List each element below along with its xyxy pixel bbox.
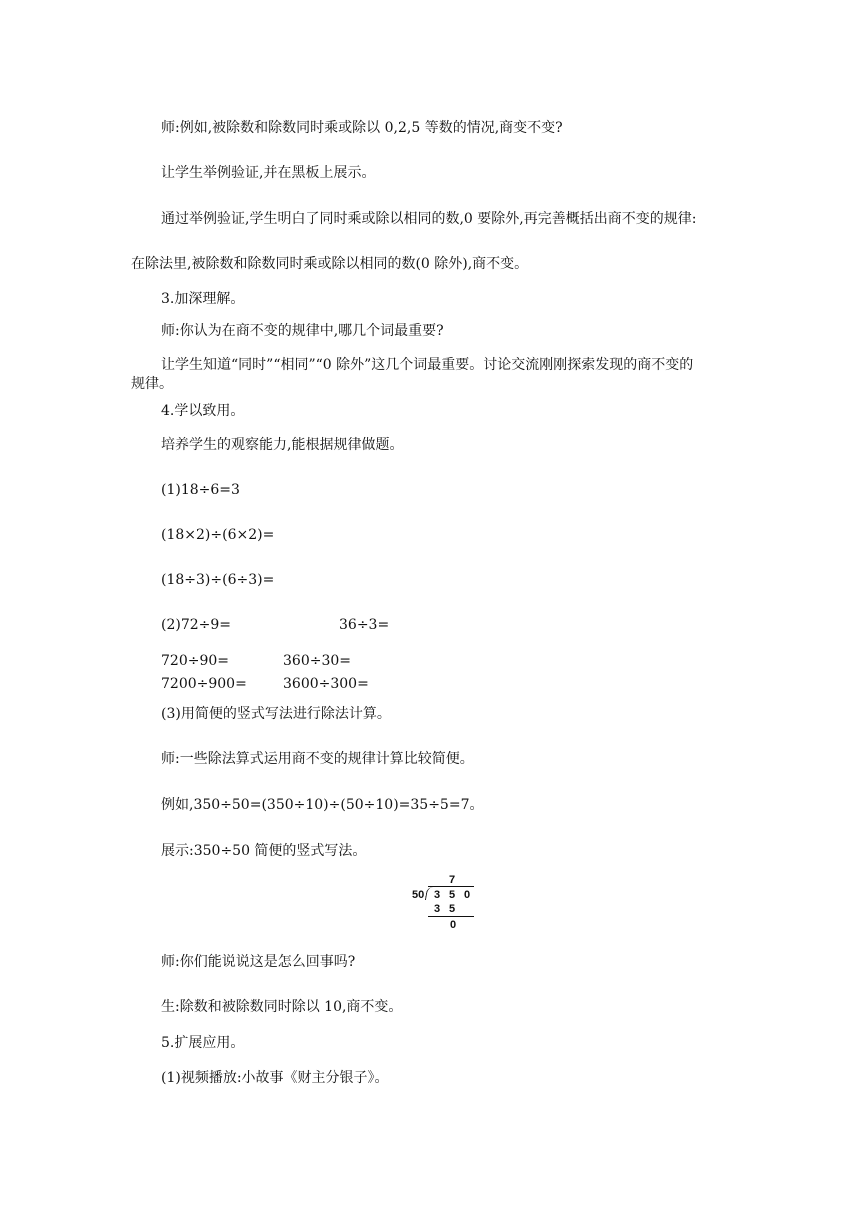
paragraph: 例如,350÷50=(350÷10)÷(50÷10)=35÷5=7。 <box>161 797 484 813</box>
exercise-line: (2)72÷9= <box>161 617 232 633</box>
paragraph: 师:例如,被除数和除数同时乘或除以 0,2,5 等数的情况,商变不变? <box>161 120 563 136</box>
paragraph: 培养学生的观察能力,能根据规律做题。 <box>161 437 404 453</box>
exercise-line: 360÷30= <box>283 653 351 669</box>
section-heading: 4.学以致用。 <box>161 403 245 419</box>
paragraph: 让学生举例验证,并在黑板上展示。 <box>161 165 376 181</box>
paragraph: 在除法里,被除数和除数同时乘或除以相同的数(0 除外),商不变。 <box>131 256 529 272</box>
quotient: 7 <box>449 874 456 886</box>
exercise-line: 7200÷900= <box>161 676 247 692</box>
dividend-digit: 3 <box>434 889 441 901</box>
exercise-line: 36÷3= <box>339 617 390 633</box>
exercise-line: 3600÷300= <box>283 676 369 692</box>
product-digit: 5 <box>449 903 456 915</box>
division-bar <box>428 886 474 887</box>
exercise-line: (1)18÷6=3 <box>161 482 240 498</box>
paragraph: 通过举例验证,学生明白了同时乘或除以相同的数,0 要除外,再完善概括出商不变的规律: <box>161 211 697 227</box>
product-digit: 3 <box>434 903 441 915</box>
exercise-line: 720÷90= <box>161 653 229 669</box>
dividend-digit: 5 <box>449 889 456 901</box>
dividend-digit: 0 <box>464 889 471 901</box>
section-heading: 5.扩展应用。 <box>161 1035 245 1051</box>
paragraph: 师:你们能说说这是怎么回事吗? <box>161 954 356 970</box>
paragraph: 展示:350÷50 简便的竖式写法。 <box>161 843 367 859</box>
exercise-line: (18÷3)÷(6÷3)= <box>161 572 275 588</box>
paragraph: 生:除数和被除数同时除以 10,商不变。 <box>161 999 403 1015</box>
exercise-line: (18×2)÷(6×2)= <box>161 527 275 543</box>
subtraction-line <box>428 916 474 917</box>
paragraph: (1)视频播放:小故事《财主分银子》。 <box>161 1070 389 1086</box>
paragraph: 让学生知道“同时”“相同”“0 除外”这几个词最重要。讨论交流刚刚探索发现的商不变的规律。 <box>131 357 694 392</box>
paragraph: 师:一些除法算式运用商不变的规律计算比较简便。 <box>161 751 474 767</box>
remainder: 0 <box>450 919 457 931</box>
division-bracket <box>425 887 434 900</box>
long-division-figure <box>412 874 478 932</box>
paragraph: 师:你认为在商不变的规律中,哪几个词最重要? <box>161 323 444 339</box>
section-heading: 3.加深理解。 <box>161 291 245 307</box>
paragraph: (3)用简便的竖式写法进行除法计算。 <box>161 706 391 722</box>
divisor: 50 <box>412 889 425 901</box>
